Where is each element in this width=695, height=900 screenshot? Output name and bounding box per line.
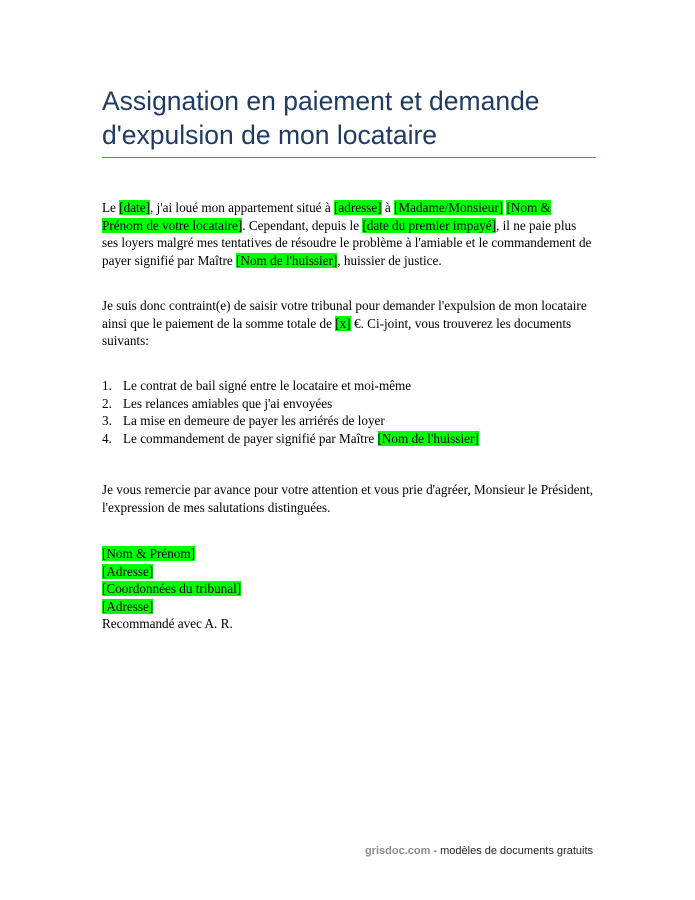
list-text: La mise en demeure de payer les arriérés de loyer — [123, 413, 385, 428]
placeholder-court-address: [Adresse] — [102, 598, 154, 614]
placeholder-bailiff-name: [Nom de l'huissier] — [236, 252, 338, 268]
placeholder-bailiff-name: [Nom de l'huissier] — [377, 430, 479, 446]
placeholder-first-unpaid-date: [date du premier impayé] — [362, 217, 497, 233]
signature-block — [102, 545, 241, 633]
list-number: 2. — [102, 395, 112, 411]
placeholder-court-details: [Coordonnées du tribunal] — [102, 581, 242, 596]
paragraph-request — [102, 297, 594, 350]
title-divider — [102, 157, 596, 158]
footer-tagline: - modèles de documents gratuits — [430, 845, 593, 857]
placeholder-sender-name: [Nom & Prénom] — [102, 546, 196, 561]
placeholder-address: [adresse] — [333, 200, 382, 215]
list-number: 4. — [102, 430, 112, 446]
footer-site-link[interactable]: grisdoc.com — [364, 845, 431, 857]
list-item — [102, 412, 594, 430]
text-segment: , huissier de justice. — [337, 252, 442, 268]
list-text: Le commandement de payer signifié par Maître — [123, 430, 378, 446]
registered-mail-note: Recommandé avec A. R. — [102, 616, 233, 631]
list-item — [102, 395, 594, 413]
text-segment: , j'ai loué mon appartement situé à — [149, 200, 334, 215]
documents-list — [102, 377, 594, 447]
paragraph-intro — [102, 199, 594, 269]
placeholder-amount: [x] — [335, 315, 351, 331]
text-segment: €. Ci-joint, vous trouverez les documents suivants: — [102, 315, 572, 348]
list-item — [102, 377, 594, 395]
text-segment: . Cependant, depuis le — [242, 217, 363, 233]
text-segment: à — [381, 200, 395, 215]
document-title: Assignation en paiement et demande d'expulsion de mon locataire — [102, 86, 540, 150]
page-footer — [365, 845, 593, 857]
placeholder-sender-address: [Adresse] — [102, 563, 154, 579]
list-number: 1. — [102, 378, 112, 393]
text-segment: Le — [102, 200, 120, 215]
list-text: Le contrat de bail signé entre le locataire et moi-même — [123, 378, 412, 393]
paragraph-closing: Je vous remercie par avance pour votre attention et vous prie d'agréer, Monsieur le Président, l'expression de mes salutations distinguées. — [102, 482, 594, 515]
text-segment: , il ne paie plus ses loyers malgré mes tentatives de résoudre le problème à l'amiable et le commandement de payer signifié par Maître — [102, 217, 592, 268]
placeholder-civility: [Madame/Monsieur] — [394, 200, 504, 215]
placeholder-date: [date] — [119, 200, 150, 215]
list-text: Les relances amiables que j'ai envoyées — [123, 395, 333, 411]
list-number: 3. — [102, 413, 112, 428]
list-item — [102, 430, 594, 448]
placeholder-tenant-name: [Nom & Prénom de votre locataire] — [102, 200, 551, 233]
text-segment: Je suis donc contraint(e) de saisir votre tribunal pour demander l'expulsion de mon locataire ainsi que le paiement de la somme totale de — [102, 298, 587, 331]
